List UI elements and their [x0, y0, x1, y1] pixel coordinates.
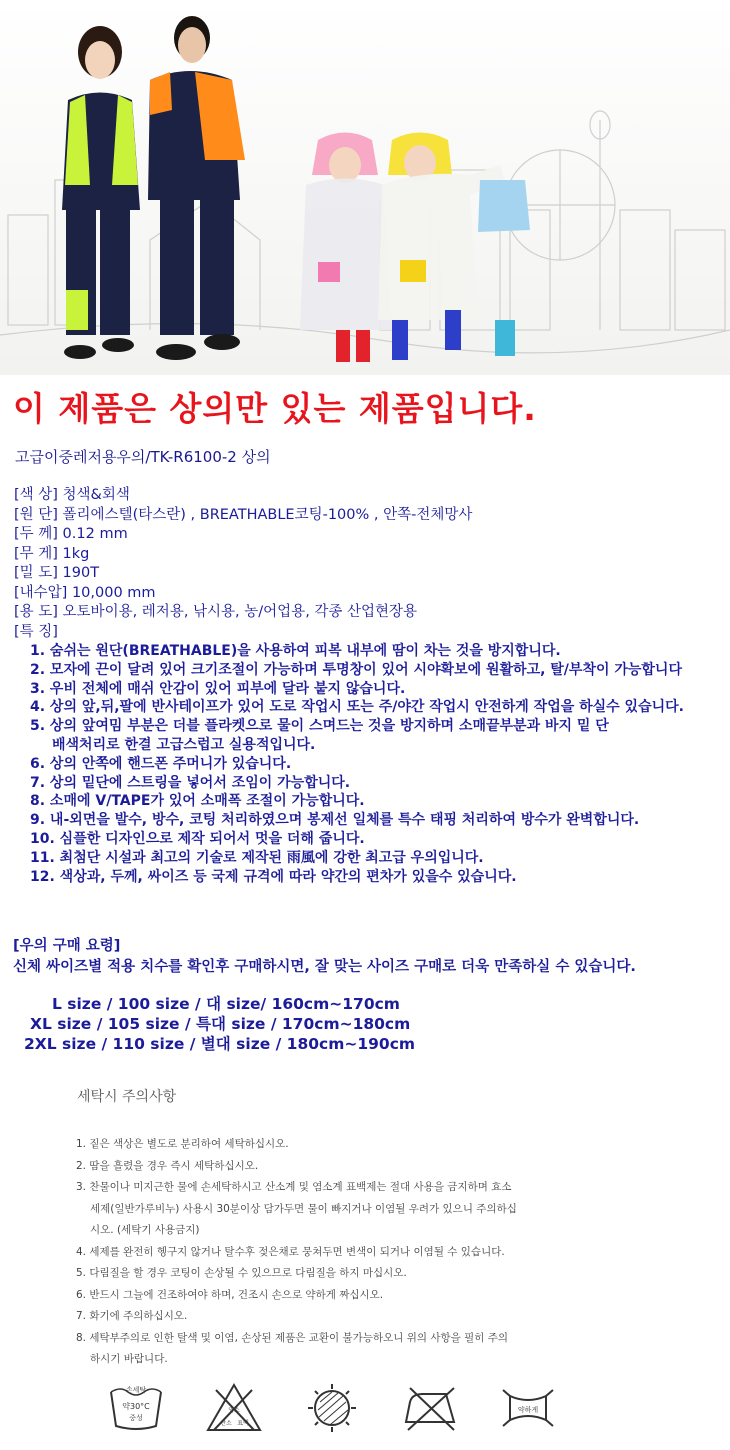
wash-line: 6. 반드시 그늘에 건조하여야 하며, 건조시 손으로 약하게 짜십시오. [76, 1288, 384, 1301]
spec-water-pressure: [내수압] 10,000 mm [14, 584, 156, 601]
hero-banner [0, 0, 730, 375]
feature-item: 9. 내-외면을 발수, 방수, 코팅 처리하였으며 봉제선 일체를 특수 태핑 처리하여 방수가 완벽합니다. [30, 812, 640, 829]
dry-in-shade-icon [304, 1382, 360, 1434]
size-chart [22, 994, 415, 1054]
hero-illustration [0, 0, 730, 375]
spec-weight: [무 게] 1kg [14, 545, 90, 562]
wash-line-continued: 시오. (세탁기 사용금지) [90, 1224, 200, 1236]
spec-list [14, 486, 472, 642]
no-bleach-label-3: 표백 [237, 1420, 249, 1427]
wash-line: 4. 세제를 완전히 헹구지 않거나 탈수후 젖은채로 뭉쳐두면 변색이 되거나 이염될 수 있습니다. [76, 1245, 505, 1258]
wash-line-continued: 세제(일반가루비누) 사용시 30분이상 담가두면 물이 빠지거나 이염될 우려가 있으니 주의하십 [90, 1202, 517, 1215]
wring-label: 약하게 [517, 1406, 539, 1414]
feature-item-continued: 배색처리로 한결 고급스럽고 실용적입니다. [52, 736, 316, 753]
feature-item: 8. 소매에 V/TAPE가 있어 소매폭 조절이 가능합니다. [30, 793, 365, 810]
feature-item: 12. 색상과, 두께, 싸이즈 등 국제 규격에 따라 약간의 편차가 있을수 있습니다. [30, 868, 517, 885]
care-icons [108, 1382, 568, 1434]
spec-fabric: [원 단] 폴리에스텔(타스란) , BREATHABLE코팅-100% , 안쪽-전체망사 [14, 506, 473, 523]
spec-usage: [용 도] 오토바이용, 레저용, 낚시용, 농/어업용, 각종 산업현장용 [14, 604, 418, 620]
feature-list [30, 642, 684, 886]
spec-thickness: [두 께] 0.12 mm [14, 526, 128, 542]
spec-density: [밀 도] 190T [14, 565, 100, 581]
wash-line: 2. 땀을 흘렸을 경우 즉시 세탁하십시오. [76, 1159, 259, 1172]
wash-title: 세탁시 주의사항 [77, 1089, 177, 1105]
feature-item: 4. 상의 앞,뒤,팔에 반사테이프가 있어 도로 작업시 또는 주/야간 작업시 안전하게 작업을 하실수 있습니다. [30, 699, 684, 716]
feature-item: 11. 최첨단 시설과 최고의 기술로 제작된 雨風에 강한 최고급 우의입니다. [30, 849, 484, 866]
feature-item: 5. 상의 앞여밈 부분은 더블 플라켓으로 물이 스며드는 것을 방지하며 소매끝부분과 바지 밑 단 [30, 718, 609, 735]
spec-features-heading: [특 징] [14, 623, 58, 640]
feature-item: 6. 상의 안쪽에 핸드폰 주머니가 있습니다. [30, 755, 292, 772]
no-iron-icon [402, 1382, 458, 1434]
model-name: 고급이중레저용우의/TK-R6100-2 상의 [15, 448, 271, 466]
hand-wash-label: 손세탁 [125, 1386, 147, 1394]
wring-gently-icon [500, 1382, 556, 1434]
wash-instructions [76, 1134, 606, 1371]
feature-item: 1. 숨쉬는 원단(BREATHABLE)을 사용하여 피복 내부에 땀이 차는 것을 방지합니다. [30, 643, 561, 659]
wash-line: 7. 화기에 주의하십시오. [76, 1310, 188, 1322]
wash-line-continued: 하시기 바랍니다. [90, 1353, 168, 1365]
purchase-guide [13, 936, 636, 978]
hand-wash-icon [108, 1382, 164, 1434]
spec-color: [색 상] 청색&회색 [14, 487, 130, 503]
wash-line: 5. 다림질을 할 경우 코팅이 손상될 수 있으므로 다림질을 하지 마십시오. [76, 1267, 407, 1279]
no-bleach-icon [206, 1382, 262, 1434]
feature-item: 3. 우비 전체에 매쉬 안감이 있어 피부에 달라 붙지 않습니다. [30, 680, 406, 697]
hand-wash-detergent: 중성 [129, 1414, 143, 1422]
wash-line: 3. 찬물이나 미지근한 물에 손세탁하시고 산소계 및 염소계 표백제는 절대 사용을 금지하며 효소 [76, 1181, 512, 1193]
no-bleach-label-2: 산소 [220, 1420, 232, 1427]
purchase-guide-title: [우의 구매 요령] [13, 938, 121, 954]
size-row-l: L size / 100 size / 대 size/ 160cm~170cm [52, 995, 400, 1013]
feature-item: 2. 모자에 끈이 달려 있어 크기조절이 가능하며 투명창이 있어 시야확보에 원활하고, 탈/부착이 가능합니다 [30, 661, 682, 678]
feature-item: 7. 상의 밑단에 스트링을 넣어서 조임이 가능합니다. [30, 774, 351, 791]
no-bleach-label-1: 염소 [228, 1407, 240, 1414]
purchase-guide-text: 신체 싸이즈별 적용 치수를 확인후 구매하시면, 잘 맞는 사이즈 구매로 더욱 만족하실 수 있습니다. [13, 959, 636, 975]
hand-wash-temp: 약30°C [122, 1402, 150, 1411]
size-row-xl: XL size / 105 size / 특대 size / 170cm~180cm [30, 1015, 411, 1033]
wash-line: 8. 세탁부주의로 인한 탈색 및 이염, 손상된 제품은 교환이 불가능하오니 위의 사항을 필히 주의 [76, 1331, 509, 1344]
feature-item: 10. 심플한 디자인으로 제작 되어서 멋을 더해 줍니다. [30, 830, 365, 847]
headline-top-only: 이 제품은 상의만 있는 제품입니다. [13, 389, 537, 428]
wash-line: 1. 짙은 색상은 별도로 분리하여 세탁하십시오. [76, 1138, 289, 1150]
size-row-2xl: 2XL size / 110 size / 별대 size / 180cm~190cm [24, 1035, 416, 1053]
